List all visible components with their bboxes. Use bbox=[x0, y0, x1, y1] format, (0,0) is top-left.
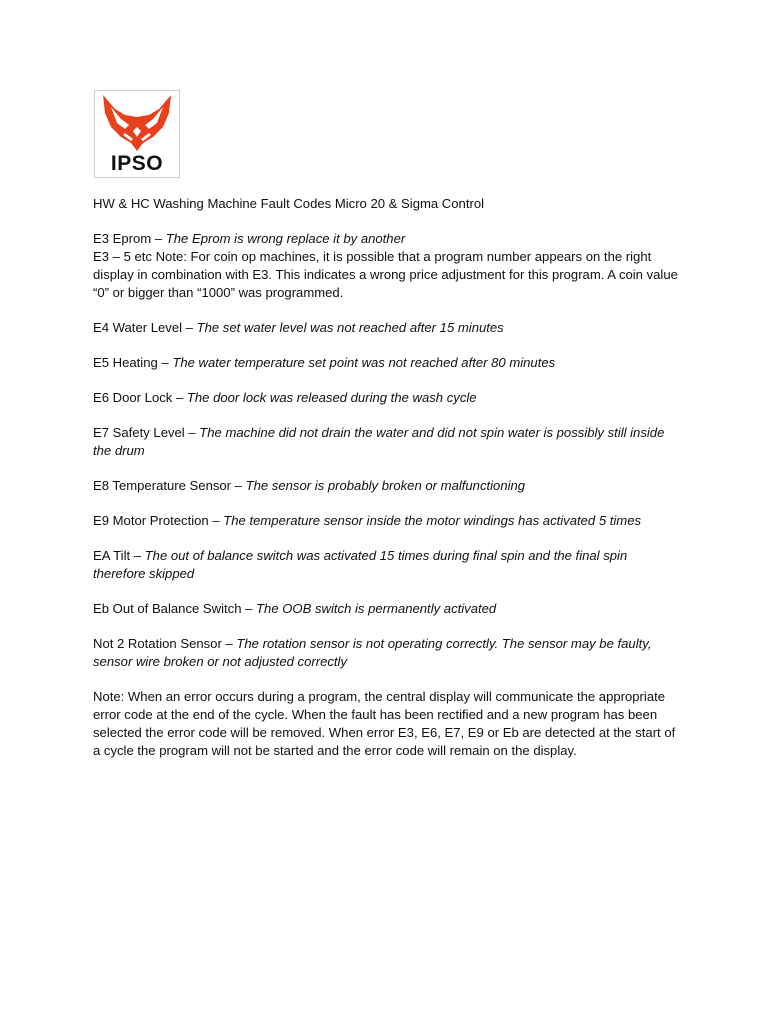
fault-not2 bbox=[93, 635, 683, 671]
fault-eb bbox=[93, 600, 683, 618]
fault-description: The out of balance switch was activated 15 times during final spin and the final spin therefore skipped bbox=[93, 548, 628, 581]
fault-code-label: Eb Out of Balance Switch – bbox=[93, 601, 257, 616]
fault-e3 bbox=[93, 230, 683, 248]
fault-e7 bbox=[93, 424, 683, 460]
fault-description: The door lock was released during the wash cycle bbox=[186, 390, 477, 405]
fault-e5 bbox=[93, 354, 683, 372]
fault-code-label: Not 2 Rotation Sensor – bbox=[93, 636, 237, 651]
fault-ea bbox=[93, 547, 683, 583]
fault-code-label: EA Tilt – bbox=[93, 548, 145, 563]
fault-description: The temperature sensor inside the motor windings has activated 5 times bbox=[223, 513, 642, 528]
fault-description: The set water level was not reached after 15 minutes bbox=[196, 320, 504, 335]
fault-code-label: E7 Safety Level – bbox=[93, 425, 200, 440]
fault-description: The rotation sensor is not operating correctly. The sensor may be faulty, sensor wire broken or not adjusted correctly bbox=[93, 636, 652, 669]
logo-wordmark: IPSO bbox=[110, 152, 164, 175]
fault-e3-note: E3 – 5 etc Note: For coin op machines, it is possible that a program number appears on the right display in combination with E3. This indicates a wrong price adjustment for this program. A coin value “0” or bigger than “1000” was programmed. bbox=[93, 249, 678, 300]
fault-code-label: E6 Door Lock – bbox=[93, 390, 187, 405]
fault-code-label: E9 Motor Protection – bbox=[93, 513, 224, 528]
fault-code-label: E3 Eprom – bbox=[93, 231, 166, 246]
ipso-logo bbox=[94, 90, 180, 178]
fault-description: The sensor is probably broken or malfunctioning bbox=[245, 478, 526, 493]
final-note: Note: When an error occurs during a program, the central display will communicate the appropriate error code at the end of the cycle. When the fault has been rectified and a new program has been selected the error code will be removed. When error E3, E6, E7, E9 or Eb are detected at the start of a cycle the program will not be started and the error code will remain on the display. bbox=[93, 689, 676, 758]
fault-description: The machine did not drain the water and did not spin water is possibly still inside the drum bbox=[93, 425, 665, 458]
fault-e6 bbox=[93, 389, 683, 407]
fault-description: The OOB switch is permanently activated bbox=[256, 601, 497, 616]
fault-code-label: E4 Water Level – bbox=[93, 320, 197, 335]
document-title: HW & HC Washing Machine Fault Codes Micro 20 & Sigma Control bbox=[93, 196, 485, 211]
fox-head-icon bbox=[95, 91, 179, 155]
fault-code-label: E5 Heating – bbox=[93, 355, 173, 370]
fault-e9 bbox=[93, 512, 683, 530]
fault-e4 bbox=[93, 319, 683, 337]
fault-code-label: E8 Temperature Sensor – bbox=[93, 478, 246, 493]
fault-description: The Eprom is wrong replace it by another bbox=[165, 231, 406, 246]
fault-description: The water temperature set point was not reached after 80 minutes bbox=[172, 355, 556, 370]
document-body bbox=[93, 195, 683, 777]
fault-e8 bbox=[93, 477, 683, 495]
